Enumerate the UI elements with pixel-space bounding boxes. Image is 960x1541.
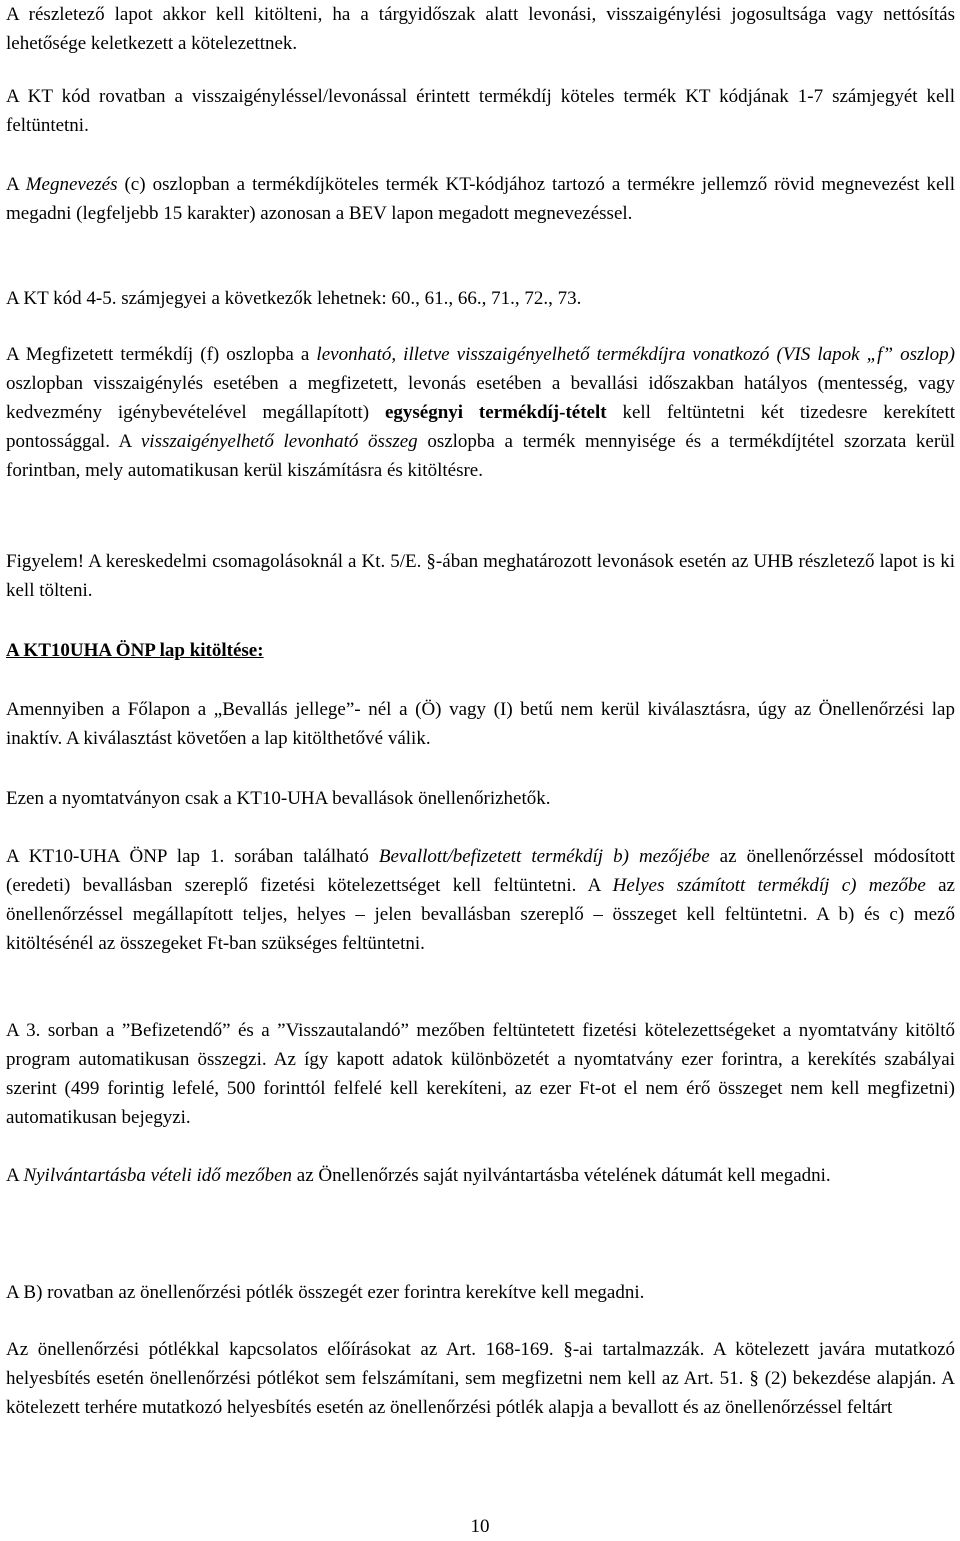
paragraph-megnevezes: A Megnevezés (c) oszlopban a termékdíjköteles termék KT-kódjához tartozó a termékre jellemző rövid megnevezést kell megadni (legfeljebb 15 karakter) azonosan a BEV lapon megadott megnevezéssel.	[6, 174, 955, 224]
paragraph-potlek: Az önellenőrzési pótlékkal kapcsolatos előírásokat az Art. 168-169. §-ai tartalmazzák. A kötelezett javára mutatkozó helyesbítés esetén önellenőrzési pótlékot sem felszámítani, sem megfizetni nem kell az Art. 51. § (2) bekezdése alapján. A kötelezett terhére mutatkozó helyesbítés esetén az önellenőrzési pótlék alapja a bevallott és az önellenőrzéssel feltárt	[6, 1339, 955, 1418]
paragraph-megfizetett: A Megfizetett termékdíj (f) oszlopba a levonható, illetve visszaigényelhető termékdíjra vonatkozó (VIS lapok „f” oszlop) oszlopban visszaigénylés esetében a megfizetett, levonás esetében a bevallási időszakban hatályos (mentesség, vagy kedvezmény igénybevételével megállapított) egységnyi termékdíj-tételt kell feltüntetni két tizedesre kerekített pontossággal. A visszaigényelhető levonható összeg oszlopba a termék mennyisége és a termékdíjtétel szorzata kerül forintban, mely automatikusan kerül kiszámításra és kitöltésre.	[6, 344, 955, 481]
term-egysegnyi-termekdij-tetel: egységnyi termékdíj-tételt	[384, 402, 607, 423]
paragraph-befizetendo: A 3. sorban a ”Befizetendő” és a ”Visszautalandó” mezőben feltüntetett fizetési kötelezettségeket a nyomtatvány kitöltő program automatikusan összegzi. Az így kapott adatok különbözetét a nyomtatvány ezer forintra, a kerekítés szabályai szerint (499 forintig lefelé, 500 forinttól felfelé kell kerekíteni, az ezer Ft-ot el nem érő összeget nem kell megfizetni) automatikusan bejegyzi.	[6, 1020, 955, 1128]
page-number: 10	[470, 1516, 490, 1537]
paragraph-kt-kod-digits: A KT kód 4-5. számjegyei a következők lehetnek: 60., 61., 66., 71., 72., 73.	[6, 288, 582, 309]
term-megnevezes: Megnevezés	[25, 174, 118, 195]
paragraph-intro: A részletező lapot akkor kell kitölteni, ha a tárgyidőszak alatt levonási, visszaigénylési jogosultsága vagy nettósítás lehetősége keletkezett a kötelezettnek.	[6, 4, 955, 54]
paragraph-kt-kod: A KT kód rovatban a visszaigényléssel/levonással érintett termékdíj köteles termék KT kódjának 1-7 számjegyét kell feltüntetni.	[6, 86, 955, 136]
paragraph-figyelem: Figyelem! A kereskedelmi csomagolásoknál a Kt. 5/E. §-ában meghatározott levonások esetén az UHB részletező lapot is ki kell tölteni.	[6, 551, 955, 601]
section-heading: A KT10UHA ÖNP lap kitöltése:	[6, 640, 264, 661]
paragraph-nyomtatvany: Ezen a nyomtatványon csak a KT10-UHA bevallások önellenőrizhetők.	[6, 788, 551, 809]
paragraph-nyilvantartas: A Nyilvántartásba vételi idő mezőben az Önellenőrzés saját nyilvántartásba vételének dátumát kell megadni.	[6, 1165, 831, 1186]
paragraph-b-rovat: A B) rovatban az önellenőrzési pótlék összegét ezer forintra kerekítve kell megadni.	[6, 1282, 645, 1303]
paragraph-folap: Amennyiben a Főlapon a „Bevallás jellege”- nél a (Ö) vagy (I) betű nem kerül kiválasztásra, úgy az Önellenőrzési lap inaktív. A kiválasztást követően a lap kitölthetővé válik.	[6, 699, 955, 749]
paragraph-onp-lap: A KT10-UHA ÖNP lap 1. sorában található Bevallott/befizetett termékdíj b) mezőjébe az önellenőrzéssel módosított (eredeti) bevallásban szereplő fizetési kötelezettséget kell feltüntetni. A Helyes számított termékdíj c) mezőbe az önellenőrzéssel megállapított teljes, helyes – jelen bevallásban szereplő – összeget kell feltüntetni. A b) és c) mező kitöltésénél az összegeket Ft-ban szükséges feltüntetni.	[6, 846, 955, 954]
